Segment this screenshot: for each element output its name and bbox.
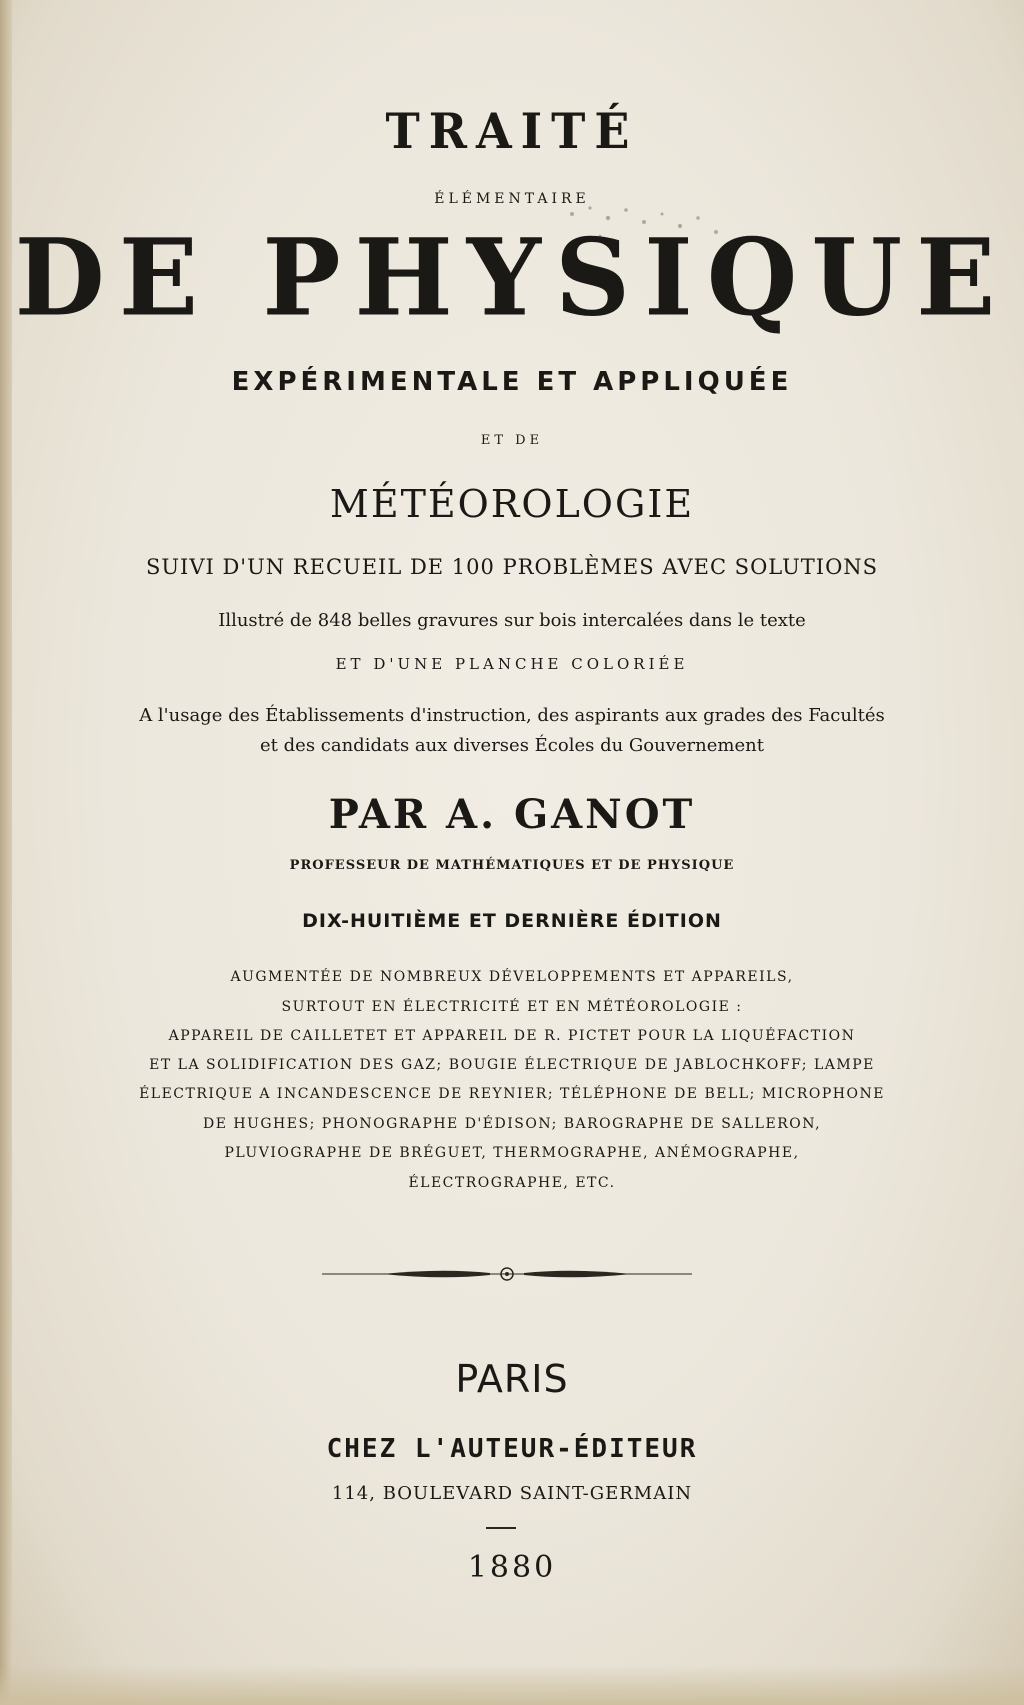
- ornamental-rule: [322, 1264, 692, 1284]
- augmentee-line: PLUVIOGRAPHE DE BRÉGUET, THERMOGRAPHE, ANÉMOGRAPHE,: [224, 1145, 800, 1161]
- augmentee-line: SURTOUT EN ÉLECTRICITÉ ET EN MÉTÉOROLOGIE :: [281, 999, 743, 1015]
- author-profession: PROFESSEUR DE MATHÉMATIQUES ET DE PHYSIQUE: [289, 858, 735, 873]
- publication-city: PARIS: [455, 1357, 569, 1401]
- augmentee-line: ÉLECTROGRAPHE, ETC.: [408, 1175, 616, 1191]
- publisher-name: CHEZ L'AUTEUR-ÉDITEUR: [326, 1434, 698, 1464]
- augmentee-line: ET LA SOLIDIFICATION DES GAZ; BOUGIE ÉLECTRIQUE DE JABLOCHKOFF; LAMPE: [149, 1057, 875, 1073]
- publisher-address: 114, BOULEVARD SAINT-GERMAIN: [331, 1483, 693, 1504]
- title-elementaire: ÉLÉMENTAIRE: [434, 191, 590, 207]
- edition-statement: DIX-HUITIÈME ET DERNIÈRE ÉDITION: [302, 910, 722, 932]
- subtitle-meteorologie: MÉTÉOROLOGIE: [329, 482, 695, 526]
- page-edge-bottom: [0, 1665, 1024, 1705]
- usage-line-1: A l'usage des Établissements d'instruction, des aspirants aux grades des Facultés: [139, 705, 885, 726]
- illustration-note: Illustré de 848 belles gravures sur bois intercalées dans le texte: [218, 610, 806, 631]
- subtitle-et-de: ET DE: [480, 433, 544, 448]
- title-de-physique: DE PHYSIQUE: [14, 214, 1010, 341]
- augmentee-line: AUGMENTÉE DE NOMBREUX DÉVELOPPEMENTS ET APPAREILS,: [230, 969, 794, 985]
- author-name: PAR A. GANOT: [328, 791, 696, 838]
- augmentee-line: ÉLECTRIQUE A INCANDESCENCE DE REYNIER; TÉLÉPHONE DE BELL; MICROPHONE: [139, 1086, 885, 1102]
- year-divider: [486, 1527, 516, 1529]
- title-traite: TRAITÉ: [385, 102, 639, 160]
- publication-year: 1880: [467, 1550, 557, 1585]
- augmentee-line: DE HUGHES; PHONOGRAPHE D'ÉDISON; BAROGRAPHE DE SALLERON,: [202, 1116, 822, 1132]
- augmentee-line: APPAREIL DE CAILLETET ET APPAREIL DE R. PICTET POUR LA LIQUÉFACTION: [168, 1028, 856, 1044]
- subtitle-suivi: SUIVI D'UN RECUEIL DE 100 PROBLÈMES AVEC SOLUTIONS: [145, 555, 879, 579]
- usage-line-2: et des candidats aux diverses Écoles du Gouvernement: [260, 735, 764, 756]
- planche-note: ET D'UNE PLANCHE COLORIÉE: [335, 655, 689, 673]
- subtitle-experimentale: EXPÉRIMENTALE ET APPLIQUÉE: [231, 367, 793, 397]
